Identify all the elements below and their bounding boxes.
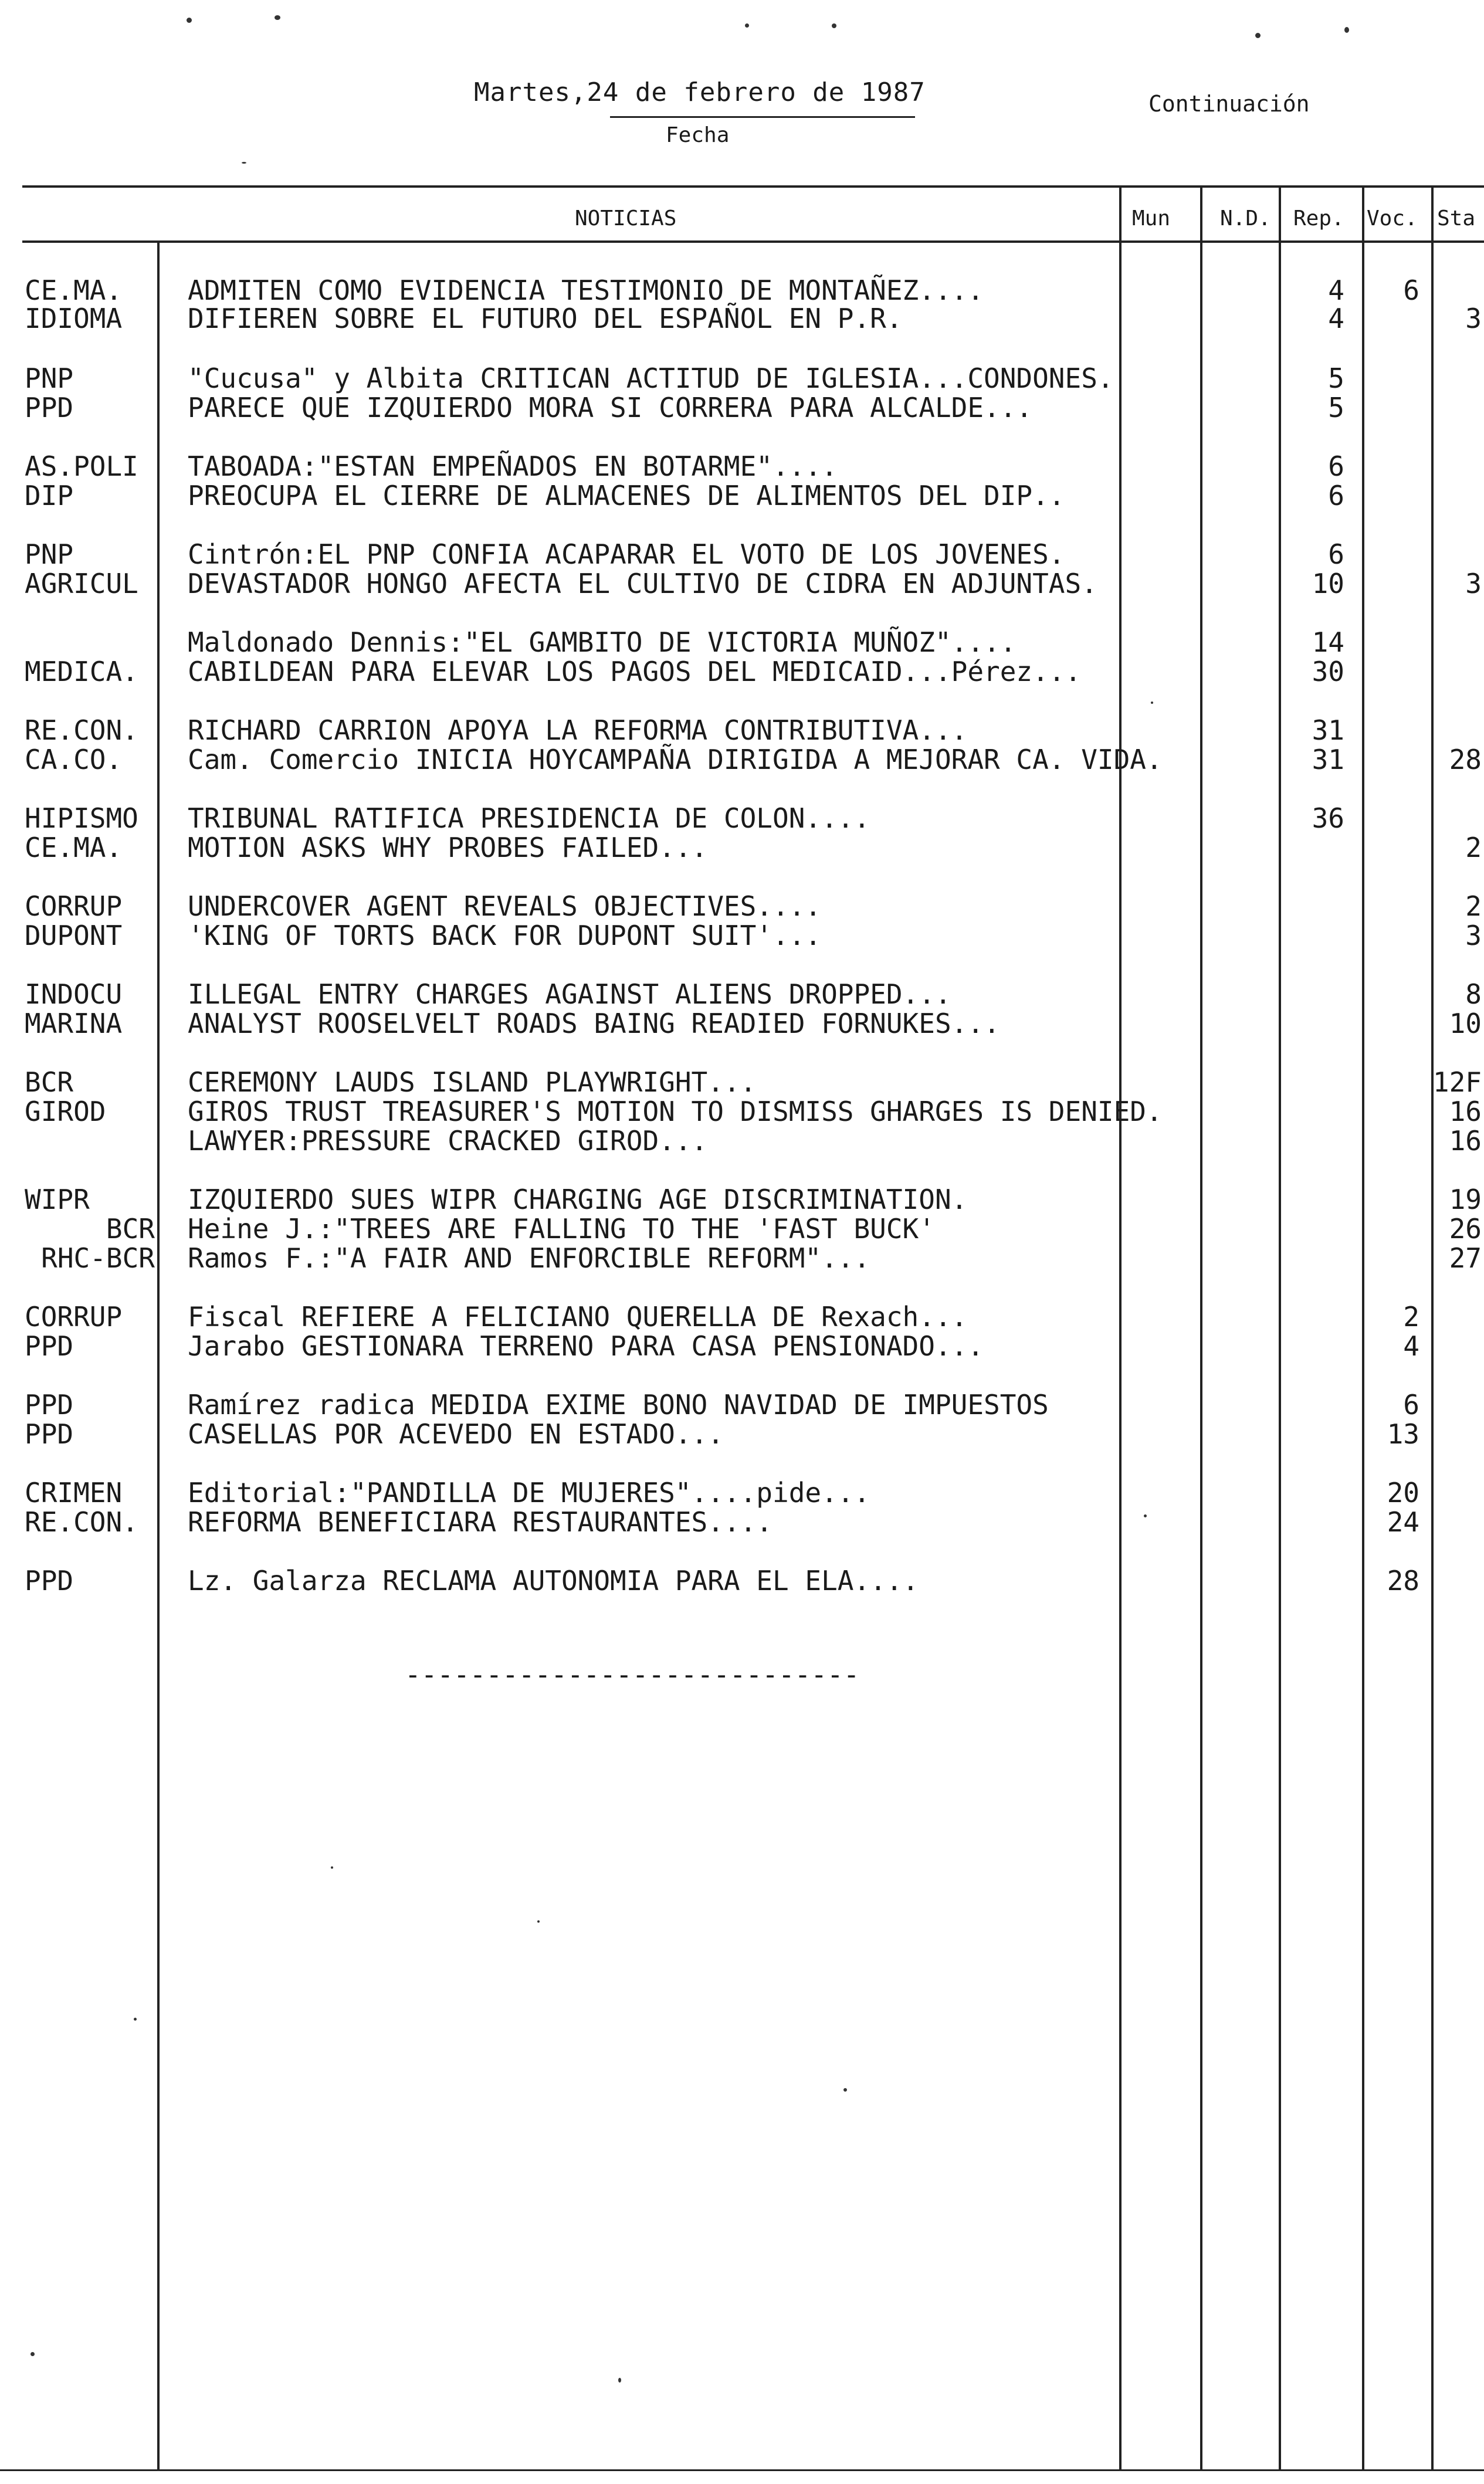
row-rep-page: 36	[1312, 802, 1344, 834]
row-rep-page: 31	[1312, 744, 1344, 775]
row-category: RHC-BCR	[41, 1242, 155, 1274]
row-category: PPD	[25, 392, 74, 423]
row-headline: Lz. Galarza RECLAMA AUTONOMIA PARA EL ELA....	[188, 1565, 919, 1597]
column-header-sta: Sta	[1437, 206, 1476, 231]
row-sta-page: 3	[1465, 568, 1482, 599]
voc-column-left-rule	[1362, 185, 1364, 2469]
category-column-divider	[157, 240, 160, 2469]
row-category: INDOCU	[25, 978, 123, 1010]
scan-speck	[1344, 27, 1349, 33]
row-category: PPD	[25, 1565, 74, 1597]
date-underline	[610, 116, 915, 118]
row-category: CORRUP	[25, 1301, 123, 1333]
row-category: CORRUP	[25, 890, 123, 922]
row-category: PPD	[25, 1330, 74, 1362]
scan-speck	[1151, 702, 1153, 704]
scan-speck	[187, 18, 192, 23]
row-category: CA.CO.	[25, 744, 123, 775]
row-voc-page: 2	[1403, 1301, 1419, 1333]
rep-column-left-rule	[1279, 185, 1281, 2469]
row-headline: TABOADA:"ESTAN EMPEÑADOS EN BOTARME"....	[188, 450, 838, 482]
row-headline: PREOCUPA EL CIERRE DE ALMACENES DE ALIMENTOS DEL DIP..	[188, 480, 1065, 511]
row-category: PPD	[25, 1418, 74, 1450]
row-category: WIPR	[25, 1184, 90, 1215]
row-rep-page: 5	[1328, 362, 1344, 394]
row-category: RE.CON.	[25, 714, 138, 746]
row-sta-page: 12F	[1432, 1066, 1482, 1098]
column-header-noticias: NOTICIAS	[575, 206, 677, 231]
row-category: BCR	[106, 1213, 155, 1245]
row-voc-page: 20	[1387, 1477, 1419, 1509]
row-sta-page: 28	[1449, 744, 1482, 775]
row-sta-page: 8	[1465, 978, 1482, 1010]
row-headline: ADMITEN COMO EVIDENCIA TESTIMONIO DE MONTAÑEZ....	[188, 275, 984, 306]
row-category: IDIOMA	[25, 303, 123, 334]
mun-column-left-rule	[1119, 185, 1122, 2469]
row-category: RE.CON.	[25, 1506, 138, 1538]
row-category: AS.POLI	[25, 450, 138, 482]
row-sta-page: 27	[1449, 1242, 1482, 1274]
date-caption: Fecha	[666, 123, 730, 147]
row-sta-page: 26	[1449, 1213, 1482, 1245]
row-category: CE.MA.	[25, 275, 123, 306]
header-bottom-rule	[22, 240, 1484, 243]
scan-speck	[31, 2352, 35, 2356]
row-headline: Ramos F.:"A FAIR AND ENFORCIBLE REFORM"...	[188, 1242, 870, 1274]
row-headline: DEVASTADOR HONGO AFECTA EL CULTIVO DE CIDRA EN ADJUNTAS.	[188, 568, 1097, 599]
row-category: GIROD	[25, 1096, 106, 1127]
row-headline: LAWYER:PRESSURE CRACKED GIROD...	[188, 1125, 708, 1157]
scan-speck	[331, 1866, 333, 1869]
row-sta-page: 10	[1449, 1008, 1482, 1039]
row-headline: Maldonado Dennis:"EL GAMBITO DE VICTORIA MUÑOZ"....	[188, 626, 1017, 658]
row-headline: Cam. Comercio INICIA HOYCAMPAÑA DIRIGIDA A MEJORAR CA. VIDA.	[188, 744, 1163, 775]
scan-speck	[843, 2088, 847, 2092]
row-headline: Cintrón:EL PNP CONFIA ACAPARAR EL VOTO DE LOS JOVENES.	[188, 538, 1065, 570]
scan-speck	[275, 15, 280, 20]
row-rep-page: 14	[1312, 626, 1344, 658]
row-rep-page: 6	[1328, 538, 1344, 570]
row-sta-page: 19	[1449, 1184, 1482, 1215]
table-top-rule	[22, 185, 1484, 188]
row-sta-page: 3	[1465, 920, 1482, 951]
row-sta-page: 2	[1465, 890, 1482, 922]
row-voc-page: 4	[1403, 1330, 1419, 1362]
row-sta-page: 2	[1465, 832, 1482, 863]
column-header-rep: Rep.	[1293, 206, 1344, 231]
row-voc-page: 6	[1403, 275, 1419, 306]
row-category: DIP	[25, 480, 74, 511]
row-headline: Heine J.:"TREES ARE FALLING TO THE 'FAST BUCK'	[188, 1213, 935, 1245]
row-voc-page: 6	[1403, 1389, 1419, 1421]
row-voc-page: 28	[1387, 1565, 1419, 1597]
row-headline: GIROS TRUST TREASURER'S MOTION TO DISMISS GHARGES IS DENIED.	[188, 1096, 1163, 1127]
row-category: DUPONT	[25, 920, 123, 951]
row-rep-page: 4	[1328, 303, 1344, 334]
row-rep-page: 4	[1328, 275, 1344, 306]
column-header-voc: Voc.	[1367, 206, 1418, 231]
row-headline: "Cucusa" y Albita CRITICAN ACTITUD DE IGLESIA...CONDONES.	[188, 362, 1114, 394]
row-headline: Fiscal REFIERE A FELICIANO QUERELLA DE Rexach...	[188, 1301, 968, 1333]
column-header-nd: N.D.	[1220, 206, 1271, 231]
column-header-mun: Mun	[1132, 206, 1171, 231]
row-category: HIPISMO	[25, 802, 138, 834]
row-category: MEDICA.	[25, 656, 138, 687]
row-headline: RICHARD CARRION APOYA LA REFORMA CONTRIBUTIVA...	[188, 714, 968, 746]
row-headline: Ramírez radica MEDIDA EXIME BONO NAVIDAD DE IMPUESTOS	[188, 1389, 1049, 1421]
row-category: AGRICUL	[25, 568, 138, 599]
row-headline: Editorial:"PANDILLA DE MUJERES"....pide...	[188, 1477, 870, 1509]
row-rep-page: 30	[1312, 656, 1344, 687]
row-category: PNP	[25, 538, 74, 570]
row-voc-page: 13	[1387, 1418, 1419, 1450]
scan-speck	[1255, 33, 1261, 38]
document-date: Martes,24 de febrero de 1987	[474, 77, 926, 107]
row-rep-page: 6	[1328, 450, 1344, 482]
row-headline: REFORMA BENEFICIARA RESTAURANTES....	[188, 1506, 773, 1538]
continuation-label: Continuación	[1148, 91, 1310, 117]
row-rep-page: 6	[1328, 480, 1344, 511]
row-voc-page: 24	[1387, 1506, 1419, 1538]
row-headline: CEREMONY LAUDS ISLAND PLAYWRIGHT...	[188, 1066, 757, 1098]
row-headline: TRIBUNAL RATIFICA PRESIDENCIA DE COLON....	[188, 802, 870, 834]
row-headline: UNDERCOVER AGENT REVEALS OBJECTIVES....	[188, 890, 822, 922]
row-headline: IZQUIERDO SUES WIPR CHARGING AGE DISCRIMINATION.	[188, 1184, 968, 1215]
row-category: PPD	[25, 1389, 74, 1421]
row-sta-page: 16	[1449, 1096, 1482, 1127]
row-headline: DIFIEREN SOBRE EL FUTURO DEL ESPAÑOL EN P.R.	[188, 303, 903, 334]
row-headline: ILLEGAL ENTRY CHARGES AGAINST ALIENS DROPPED...	[188, 978, 951, 1010]
row-headline: CABILDEAN PARA ELEVAR LOS PAGOS DEL MEDICAID...Pérez...	[188, 656, 1082, 687]
row-rep-page: 5	[1328, 392, 1344, 423]
scan-speck	[1144, 1514, 1147, 1517]
sta-column-left-rule	[1431, 185, 1434, 2469]
scan-speck	[242, 162, 246, 164]
row-headline: MOTION ASKS WHY PROBES FAILED...	[188, 832, 708, 863]
row-category: BCR	[25, 1066, 74, 1098]
row-category: MARINA	[25, 1008, 123, 1039]
row-category: CRIMEN	[25, 1477, 123, 1509]
row-headline: ANALYST ROOSELVELT ROADS BAING READIED FORNUKES...	[188, 1008, 1000, 1039]
nd-column-left-rule	[1200, 185, 1202, 2469]
table-bottom-rule	[0, 2469, 1484, 2471]
end-of-list-mark: ----------------------------	[405, 1659, 860, 1690]
row-category: CE.MA.	[25, 832, 123, 863]
scan-speck	[618, 2378, 621, 2383]
scan-speck	[745, 23, 749, 28]
row-rep-page: 10	[1312, 568, 1344, 599]
row-headline: 'KING OF TORTS BACK FOR DUPONT SUIT'...	[188, 920, 822, 951]
scan-speck	[537, 1920, 540, 1923]
scan-speck	[134, 2018, 137, 2021]
row-headline: CASELLAS POR ACEVEDO EN ESTADO...	[188, 1418, 724, 1450]
row-sta-page: 3	[1465, 303, 1482, 334]
row-headline: PARECE QUE IZQUIERDO MORA SI CORRERA PARA ALCALDE...	[188, 392, 1033, 423]
row-rep-page: 31	[1312, 714, 1344, 746]
row-sta-page: 16	[1449, 1125, 1482, 1157]
row-category: PNP	[25, 362, 74, 394]
scan-speck	[832, 23, 836, 28]
row-headline: Jarabo GESTIONARA TERRENO PARA CASA PENSIONADO...	[188, 1330, 984, 1362]
